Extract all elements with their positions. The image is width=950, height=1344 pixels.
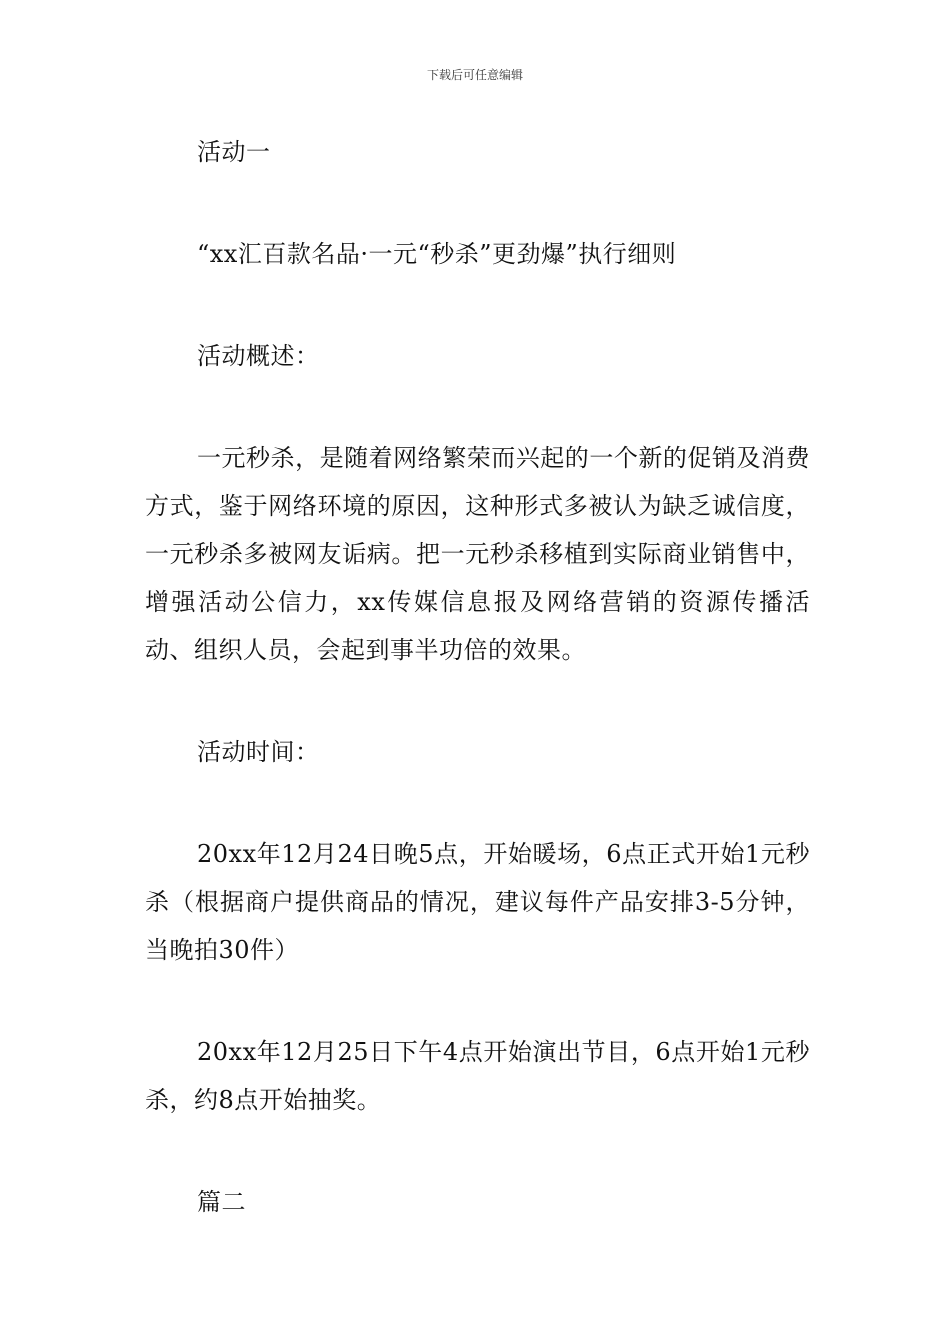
- page-header-note: 下载后可任意编辑: [426, 68, 523, 82]
- time-paragraph-dec-25: 20xx年12月25日下午4点开始演出节目，6点开始1元秒杀，约8点开始抽奖。: [145, 1038, 810, 1114]
- time-paragraph-dec-24: 20xx年12月24日晚5点，开始暖场，6点正式开始1元秒杀（根据商户提供商品的情况，建议每件产品安排3-5分钟，当晚拍30件）: [145, 840, 810, 964]
- section-heading-time: 活动时间：: [197, 738, 320, 766]
- document-body: [145, 128, 810, 1226]
- document-title: “xx汇百款名品·一元“秒杀”更劲爆”执行细则: [197, 240, 677, 268]
- overview-paragraph: 一元秒杀，是随着网络繁荣而兴起的一个新的促销及消费方式，鉴于网络环境的原因，这种形式多被认为缺乏诚信度，一元秒杀多被网友诟病。把一元秒杀移植到实际商业销售中，增强活动公信力，xx传媒信息报及网络营销的资源传播活动、组织人员，会起到事半功倍的效果。: [145, 444, 810, 664]
- section-heading-activity-one: 活动一: [197, 138, 271, 166]
- section-heading-part-two: 篇二: [197, 1188, 246, 1216]
- section-heading-overview: 活动概述：: [197, 342, 320, 370]
